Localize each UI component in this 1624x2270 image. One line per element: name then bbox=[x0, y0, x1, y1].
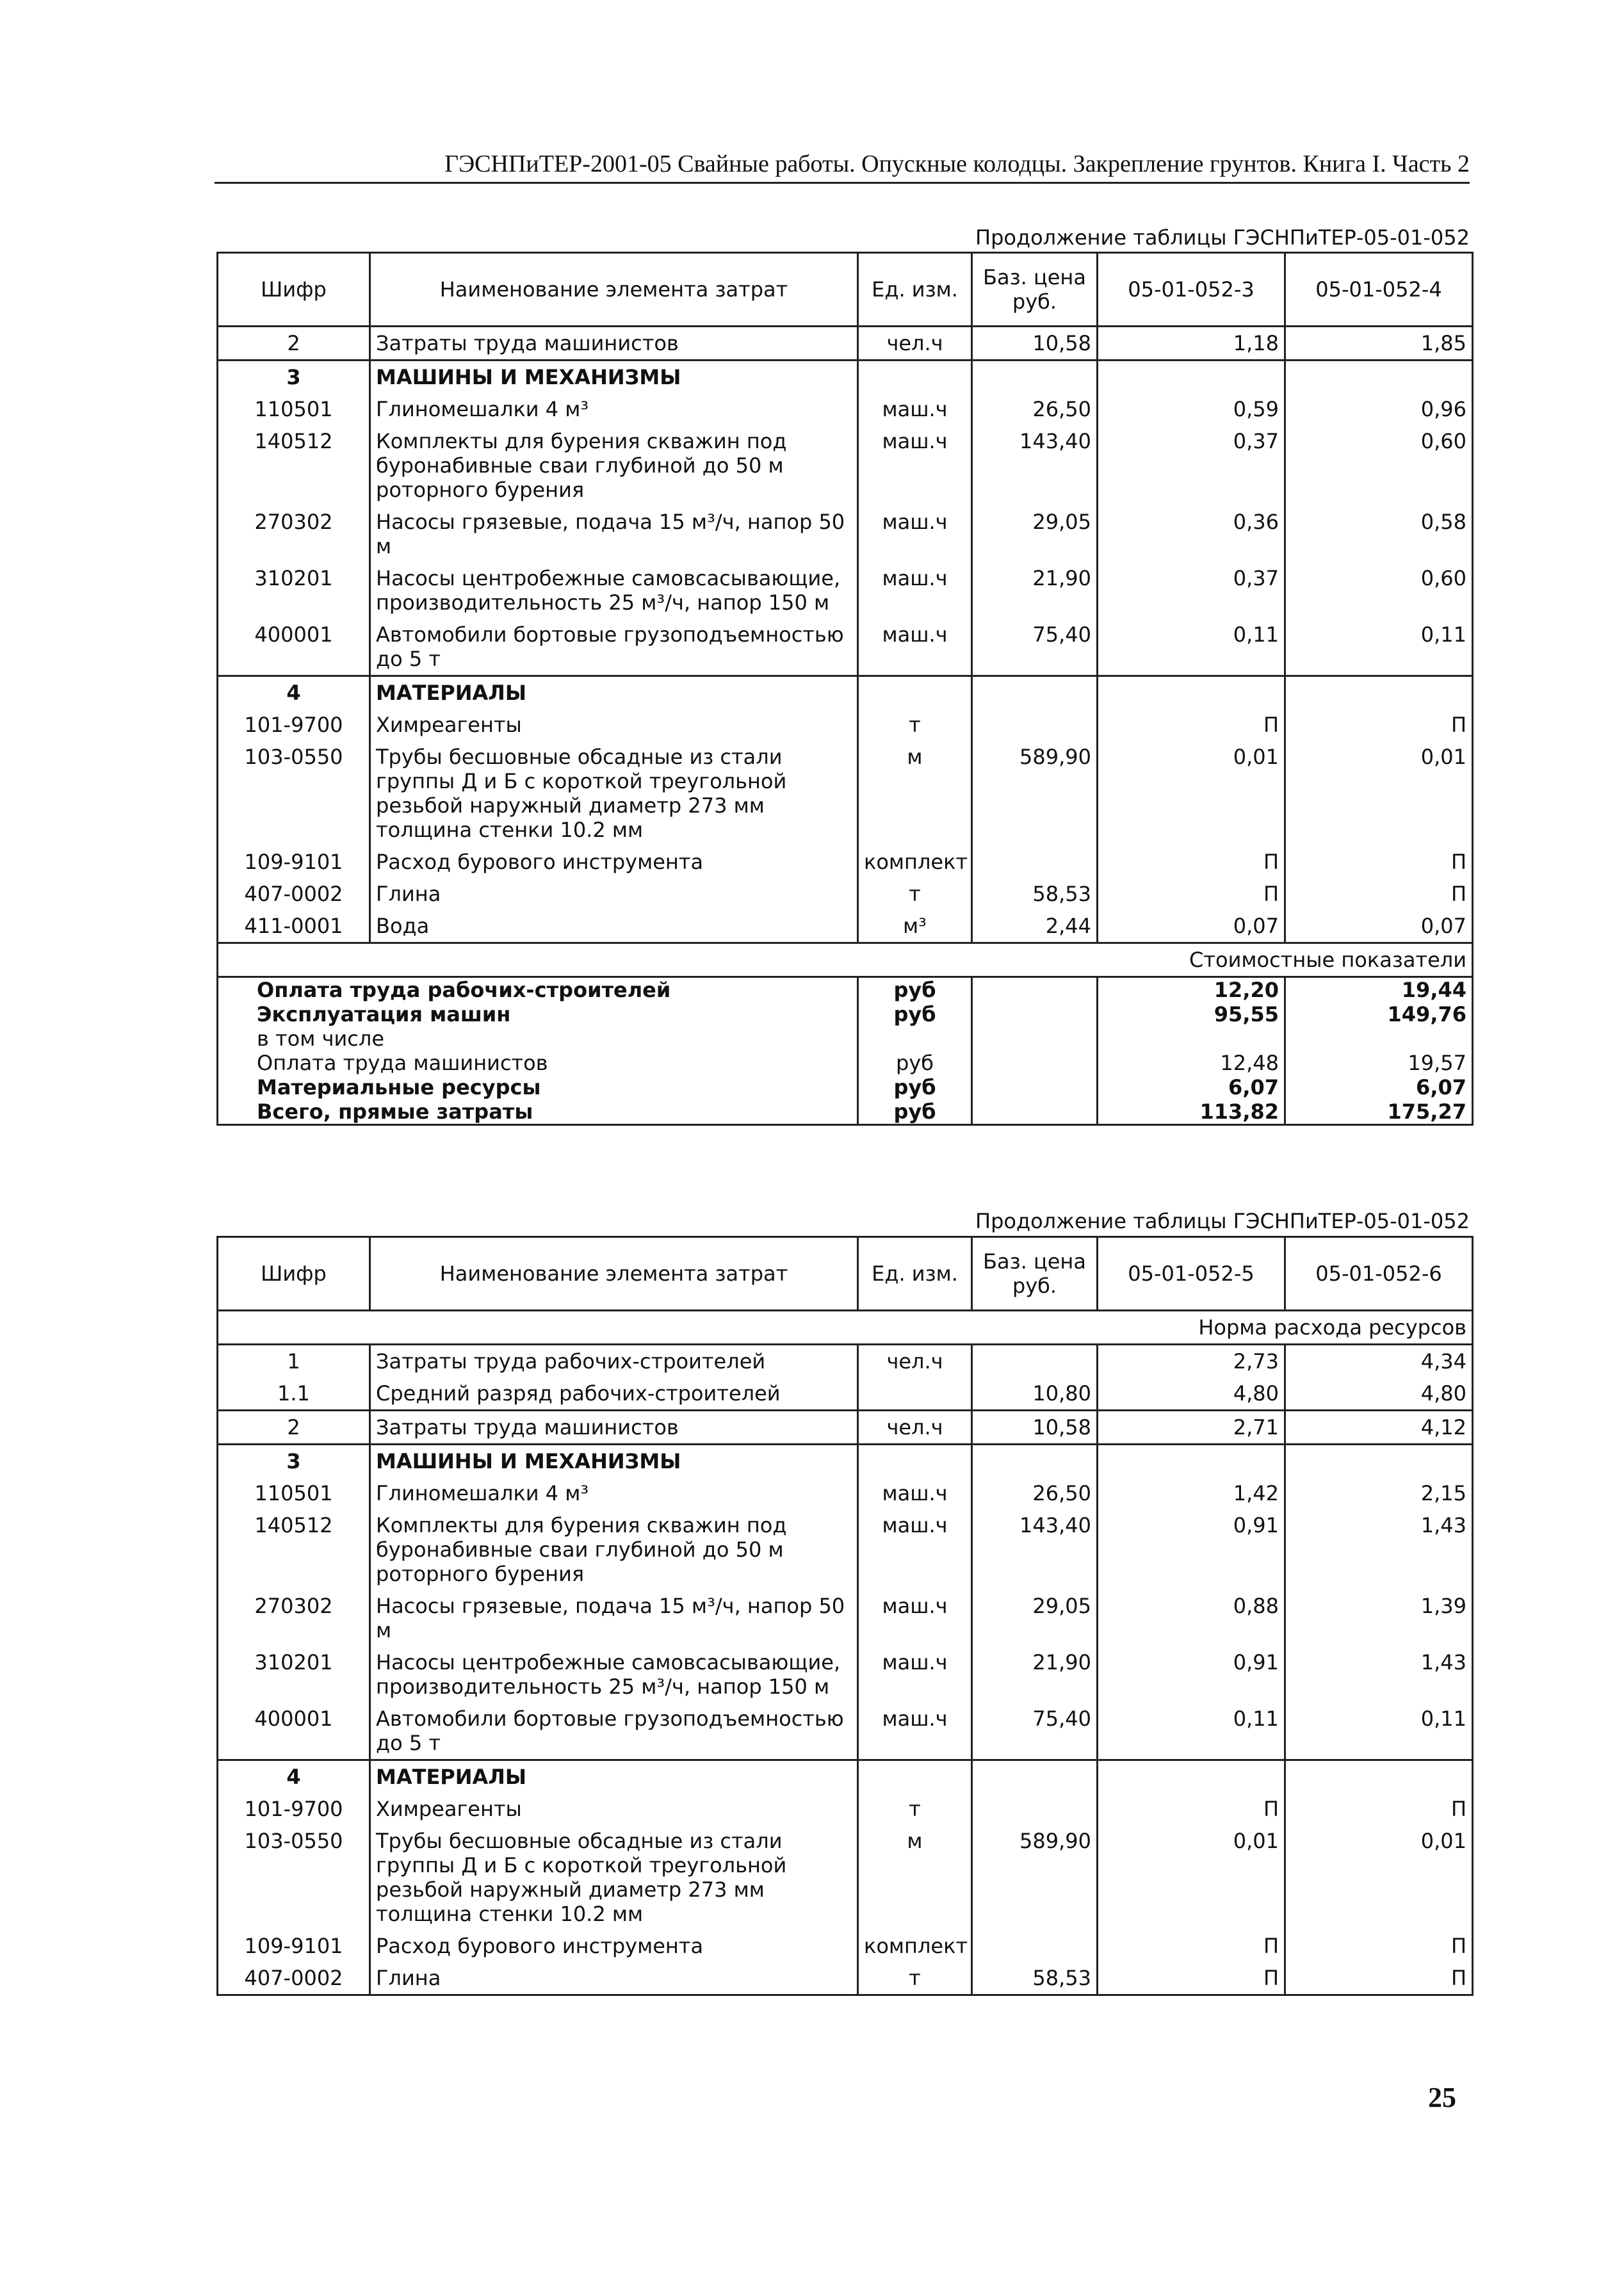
cost-price-empty bbox=[972, 1075, 1098, 1099]
cell-code: 101-9700 bbox=[218, 1793, 370, 1825]
cell-price bbox=[972, 1760, 1098, 1794]
col-header-price: Баз. цена руб. bbox=[972, 253, 1098, 327]
cell-name: Химреагенты bbox=[370, 1793, 858, 1825]
cell-value-a: 0,91 bbox=[1098, 1646, 1285, 1703]
cost-title: Стоимостные показатели bbox=[218, 943, 1473, 977]
table-row bbox=[218, 425, 1473, 506]
table-row bbox=[218, 709, 1473, 741]
cost-row bbox=[218, 1075, 1473, 1099]
cell-code: 4 bbox=[218, 1760, 370, 1794]
col-header-name: Наименование элемента затрат bbox=[370, 1237, 858, 1311]
running-header: ГЭСНПиТЕР-2001-05 Свайные работы. Опускные колодцы. Закрепление грунтов. Книга I. Часть 2 bbox=[215, 146, 1470, 184]
table-row bbox=[218, 741, 1473, 846]
col-header-name: Наименование элемента затрат bbox=[370, 253, 858, 327]
cell-value-a: 1,42 bbox=[1098, 1477, 1285, 1509]
cell-name: Насосы центробежные самовсасывающие, производительность 25 м³/ч, напор 150 м bbox=[370, 1646, 858, 1703]
cell-value-b: П bbox=[1285, 709, 1473, 741]
cell-unit: маш.ч bbox=[858, 1646, 972, 1703]
table-row bbox=[218, 1760, 1473, 1794]
cell-value-a: 4,80 bbox=[1098, 1377, 1285, 1411]
cost-value-b: 149,76 bbox=[1285, 1002, 1473, 1026]
cell-code: 101-9700 bbox=[218, 709, 370, 741]
cost-value-a: 113,82 bbox=[1098, 1099, 1285, 1125]
cell-code: 400001 bbox=[218, 1703, 370, 1760]
cell-code: 411-0001 bbox=[218, 910, 370, 943]
table-header-row bbox=[218, 1237, 1473, 1311]
cell-value-b: 1,43 bbox=[1285, 1646, 1473, 1703]
cell-value-b: 2,15 bbox=[1285, 1477, 1473, 1509]
cell-price bbox=[972, 1793, 1098, 1825]
col-header-a: 05-01-052-3 bbox=[1098, 253, 1285, 327]
table-row bbox=[218, 1962, 1473, 1995]
cost-value-b: 6,07 bbox=[1285, 1075, 1473, 1099]
cell-value-b: П bbox=[1285, 1930, 1473, 1962]
cell-price: 21,90 bbox=[972, 562, 1098, 619]
cell-name: МАШИНЫ И МЕХАНИЗМЫ bbox=[370, 361, 858, 394]
cell-name: Комплекты для бурения скважин под буронабивные сваи глубиной до 50 м роторного бурения bbox=[370, 1509, 858, 1590]
cell-value-a: 0,37 bbox=[1098, 425, 1285, 506]
table-row bbox=[218, 1825, 1473, 1930]
table-row bbox=[218, 393, 1473, 425]
cell-value-b: 1,85 bbox=[1285, 327, 1473, 361]
cell-unit: м³ bbox=[858, 910, 972, 943]
cell-name: МАШИНЫ И МЕХАНИЗМЫ bbox=[370, 1445, 858, 1478]
table-row bbox=[218, 676, 1473, 709]
cell-price: 58,53 bbox=[972, 1962, 1098, 1995]
cell-value-a bbox=[1098, 676, 1285, 709]
cell-name: Затраты труда машинистов bbox=[370, 1411, 858, 1445]
table-row bbox=[218, 1793, 1473, 1825]
cost-unit: руб bbox=[858, 1002, 972, 1026]
cost-title-row bbox=[218, 943, 1473, 977]
cell-value-a: 2,73 bbox=[1098, 1345, 1285, 1378]
cost-unit: руб bbox=[858, 1075, 972, 1099]
cell-value-a: П bbox=[1098, 846, 1285, 878]
cell-name: МАТЕРИАЛЫ bbox=[370, 676, 858, 709]
cell-name: Затраты труда рабочих-строителей bbox=[370, 1345, 858, 1378]
cell-code: 110501 bbox=[218, 1477, 370, 1509]
cell-value-a: П bbox=[1098, 878, 1285, 910]
cell-value-b bbox=[1285, 1760, 1473, 1794]
cell-value-a: 2,71 bbox=[1098, 1411, 1285, 1445]
cost-price-empty bbox=[972, 1002, 1098, 1026]
cell-code: 407-0002 bbox=[218, 878, 370, 910]
cell-value-a bbox=[1098, 361, 1285, 394]
cell-price: 2,44 bbox=[972, 910, 1098, 943]
cell-name: Химреагенты bbox=[370, 709, 858, 741]
cell-price bbox=[972, 846, 1098, 878]
cell-price: 26,50 bbox=[972, 393, 1098, 425]
cost-name: в том числе bbox=[218, 1026, 858, 1051]
cell-value-a: 0,01 bbox=[1098, 741, 1285, 846]
table-row bbox=[218, 910, 1473, 943]
cell-name: Трубы бесшовные обсадные из стали группы Д и Б с короткой треугольной резьбой наружный диаметр 273 мм толщина стенки 10.2 мм bbox=[370, 1825, 858, 1930]
cell-value-b: 0,07 bbox=[1285, 910, 1473, 943]
cost-value-a: 6,07 bbox=[1098, 1075, 1285, 1099]
cell-price: 29,05 bbox=[972, 506, 1098, 562]
cell-unit: маш.ч bbox=[858, 1703, 972, 1760]
cell-code: 2 bbox=[218, 327, 370, 361]
cost-price-empty bbox=[972, 1099, 1098, 1125]
cell-name: Комплекты для бурения скважин под буронабивные сваи глубиной до 50 м роторного бурения bbox=[370, 425, 858, 506]
cell-value-a: 0,88 bbox=[1098, 1590, 1285, 1646]
cell-name: Трубы бесшовные обсадные из стали группы Д и Б с короткой треугольной резьбой наружный диаметр 273 мм толщина стенки 10.2 мм bbox=[370, 741, 858, 846]
cell-price bbox=[972, 709, 1098, 741]
table-row bbox=[218, 1703, 1473, 1760]
cell-value-a: 0,59 bbox=[1098, 393, 1285, 425]
norm-title: Норма расхода ресурсов bbox=[218, 1311, 1473, 1345]
col-header-code: Шифр bbox=[218, 253, 370, 327]
norm-title-row bbox=[218, 1311, 1473, 1345]
cell-name: Насосы грязевые, подача 15 м³/ч, напор 50 м bbox=[370, 506, 858, 562]
cell-unit: т bbox=[858, 878, 972, 910]
cell-value-a: 0,11 bbox=[1098, 1703, 1285, 1760]
cell-code: 3 bbox=[218, 361, 370, 394]
cell-unit bbox=[858, 1377, 972, 1411]
cell-price: 10,58 bbox=[972, 1411, 1098, 1445]
cost-value-b: 19,57 bbox=[1285, 1051, 1473, 1075]
table-row bbox=[218, 506, 1473, 562]
cell-name: Насосы грязевые, подача 15 м³/ч, напор 50 м bbox=[370, 1590, 858, 1646]
col-header-price: Баз. цена руб. bbox=[972, 1237, 1098, 1311]
cell-code: 140512 bbox=[218, 425, 370, 506]
cost-price-empty bbox=[972, 977, 1098, 1003]
cell-value-b: 0,60 bbox=[1285, 562, 1473, 619]
cell-name: Затраты труда машинистов bbox=[370, 327, 858, 361]
cell-value-b: 0,60 bbox=[1285, 425, 1473, 506]
page-number: 25 bbox=[1428, 2082, 1456, 2113]
cell-name: Автомобили бортовые грузоподъемностью до 5 т bbox=[370, 1703, 858, 1760]
table-row bbox=[218, 1345, 1473, 1378]
cell-name: Расход бурового инструмента bbox=[370, 1930, 858, 1962]
cell-code: 2 bbox=[218, 1411, 370, 1445]
cell-code: 1.1 bbox=[218, 1377, 370, 1411]
table-row bbox=[218, 1477, 1473, 1509]
col-header-b: 05-01-052-4 bbox=[1285, 253, 1473, 327]
table-row bbox=[218, 846, 1473, 878]
cell-code: 109-9101 bbox=[218, 846, 370, 878]
cost-value-a: 12,48 bbox=[1098, 1051, 1285, 1075]
cell-price: 75,40 bbox=[972, 1703, 1098, 1760]
table-header-row bbox=[218, 253, 1473, 327]
cell-unit bbox=[858, 1445, 972, 1478]
cell-value-b: П bbox=[1285, 878, 1473, 910]
cell-code: 400001 bbox=[218, 619, 370, 676]
cell-unit: маш.ч bbox=[858, 506, 972, 562]
cell-price: 58,53 bbox=[972, 878, 1098, 910]
cost-name: Эксплуатация машин bbox=[218, 1002, 858, 1026]
cell-name: Автомобили бортовые грузоподъемностью до 5 т bbox=[370, 619, 858, 676]
cell-value-a bbox=[1098, 1760, 1285, 1794]
cell-value-b: 0,11 bbox=[1285, 619, 1473, 676]
cell-price bbox=[972, 1445, 1098, 1478]
cost-row bbox=[218, 1002, 1473, 1026]
cell-code: 103-0550 bbox=[218, 741, 370, 846]
cell-value-a: 0,36 bbox=[1098, 506, 1285, 562]
cell-unit bbox=[858, 1760, 972, 1794]
cell-value-a bbox=[1098, 1445, 1285, 1478]
cell-value-b: 0,01 bbox=[1285, 1825, 1473, 1930]
cell-value-b: 1,43 bbox=[1285, 1509, 1473, 1590]
cost-value-a bbox=[1098, 1026, 1285, 1051]
cell-value-a: П bbox=[1098, 1962, 1285, 1995]
cell-unit: маш.ч bbox=[858, 1590, 972, 1646]
table-caption-2: Продолжение таблицы ГЭСНПиТЕР-05-01-052 bbox=[975, 1209, 1470, 1233]
cell-value-b bbox=[1285, 676, 1473, 709]
cell-unit: т bbox=[858, 1962, 972, 1995]
cell-value-a: П bbox=[1098, 709, 1285, 741]
cell-value-b bbox=[1285, 361, 1473, 394]
cell-price: 21,90 bbox=[972, 1646, 1098, 1703]
cell-value-a: П bbox=[1098, 1793, 1285, 1825]
cell-value-b: П bbox=[1285, 846, 1473, 878]
cell-name: Средний разряд рабочих-строителей bbox=[370, 1377, 858, 1411]
cost-name: Оплата труда рабочих-строителей bbox=[218, 977, 858, 1003]
table-row bbox=[218, 361, 1473, 394]
cost-value-a: 12,20 bbox=[1098, 977, 1285, 1003]
cell-unit: комплект bbox=[858, 1930, 972, 1962]
table-row bbox=[218, 619, 1473, 676]
cell-code: 103-0550 bbox=[218, 1825, 370, 1930]
cost-row bbox=[218, 1099, 1473, 1125]
table-row bbox=[218, 1930, 1473, 1962]
table-row bbox=[218, 327, 1473, 361]
cell-price: 589,90 bbox=[972, 741, 1098, 846]
cell-name: Глиномешалки 4 м³ bbox=[370, 1477, 858, 1509]
cell-code: 310201 bbox=[218, 1646, 370, 1703]
table-row bbox=[218, 1411, 1473, 1445]
cell-value-b: 0,96 bbox=[1285, 393, 1473, 425]
cell-unit: чел.ч bbox=[858, 1411, 972, 1445]
table-row bbox=[218, 878, 1473, 910]
cell-unit bbox=[858, 676, 972, 709]
cell-name: Глиномешалки 4 м³ bbox=[370, 393, 858, 425]
cell-unit: чел.ч bbox=[858, 1345, 972, 1378]
table-row bbox=[218, 562, 1473, 619]
col-header-b: 05-01-052-6 bbox=[1285, 1237, 1473, 1311]
table-row bbox=[218, 1445, 1473, 1478]
cell-unit: м bbox=[858, 1825, 972, 1930]
col-header-unit: Ед. изм. bbox=[858, 253, 972, 327]
cell-unit: т bbox=[858, 709, 972, 741]
cost-name: Всего, прямые затраты bbox=[218, 1099, 858, 1125]
cell-value-a: 0,01 bbox=[1098, 1825, 1285, 1930]
cost-price-empty bbox=[972, 1051, 1098, 1075]
cell-code: 1 bbox=[218, 1345, 370, 1378]
cell-code: 109-9101 bbox=[218, 1930, 370, 1962]
cell-value-a: 0,91 bbox=[1098, 1509, 1285, 1590]
cell-value-a: 1,18 bbox=[1098, 327, 1285, 361]
cost-value-a: 95,55 bbox=[1098, 1002, 1285, 1026]
cell-value-b: 4,80 bbox=[1285, 1377, 1473, 1411]
cell-value-b: 4,12 bbox=[1285, 1411, 1473, 1445]
cost-name: Материальные ресурсы bbox=[218, 1075, 858, 1099]
cell-price bbox=[972, 1930, 1098, 1962]
cell-unit: маш.ч bbox=[858, 425, 972, 506]
cell-value-a: 0,37 bbox=[1098, 562, 1285, 619]
cost-value-b: 175,27 bbox=[1285, 1099, 1473, 1125]
cell-code: 110501 bbox=[218, 393, 370, 425]
cell-name: Глина bbox=[370, 1962, 858, 1995]
cell-unit bbox=[858, 361, 972, 394]
cell-name: МАТЕРИАЛЫ bbox=[370, 1760, 858, 1794]
cell-value-b: П bbox=[1285, 1962, 1473, 1995]
cost-unit: руб bbox=[858, 977, 972, 1003]
cost-row bbox=[218, 1051, 1473, 1075]
cell-value-b: 1,39 bbox=[1285, 1590, 1473, 1646]
cell-value-b: 0,58 bbox=[1285, 506, 1473, 562]
cell-unit: комплект bbox=[858, 846, 972, 878]
col-header-a: 05-01-052-5 bbox=[1098, 1237, 1285, 1311]
cost-unit: руб bbox=[858, 1051, 972, 1075]
cell-code: 270302 bbox=[218, 506, 370, 562]
table-caption: Продолжение таблицы ГЭСНПиТЕР-05-01-052 bbox=[975, 225, 1470, 250]
cell-code: 407-0002 bbox=[218, 1962, 370, 1995]
cell-unit: маш.ч bbox=[858, 1477, 972, 1509]
cell-price: 589,90 bbox=[972, 1825, 1098, 1930]
cell-unit: м bbox=[858, 741, 972, 846]
cell-unit: чел.ч bbox=[858, 327, 972, 361]
cell-code: 140512 bbox=[218, 1509, 370, 1590]
cost-price-empty bbox=[972, 1026, 1098, 1051]
col-header-unit: Ед. изм. bbox=[858, 1237, 972, 1311]
cell-price: 143,40 bbox=[972, 425, 1098, 506]
cell-name: Насосы центробежные самовсасывающие, производительность 25 м³/ч, напор 150 м bbox=[370, 562, 858, 619]
cell-value-b: 0,01 bbox=[1285, 741, 1473, 846]
resource-table-2 bbox=[216, 1236, 1474, 1996]
cell-unit: маш.ч bbox=[858, 619, 972, 676]
table-row bbox=[218, 1509, 1473, 1590]
cell-price: 26,50 bbox=[972, 1477, 1098, 1509]
cost-value-b: 19,44 bbox=[1285, 977, 1473, 1003]
resource-table-1 bbox=[216, 252, 1474, 1126]
cost-value-b bbox=[1285, 1026, 1473, 1051]
cell-price: 10,80 bbox=[972, 1377, 1098, 1411]
cost-row bbox=[218, 1026, 1473, 1051]
cell-price: 75,40 bbox=[972, 619, 1098, 676]
table-row bbox=[218, 1377, 1473, 1411]
cell-value-b: 4,34 bbox=[1285, 1345, 1473, 1378]
cost-unit bbox=[858, 1026, 972, 1051]
cell-unit: т bbox=[858, 1793, 972, 1825]
table-row bbox=[218, 1646, 1473, 1703]
cell-value-b: П bbox=[1285, 1793, 1473, 1825]
cell-name: Глина bbox=[370, 878, 858, 910]
cell-unit: маш.ч bbox=[858, 562, 972, 619]
cell-price bbox=[972, 1345, 1098, 1378]
cell-code: 270302 bbox=[218, 1590, 370, 1646]
cell-unit: маш.ч bbox=[858, 393, 972, 425]
cell-value-a: 0,07 bbox=[1098, 910, 1285, 943]
table-row bbox=[218, 1590, 1473, 1646]
cell-code: 310201 bbox=[218, 562, 370, 619]
cell-price: 143,40 bbox=[972, 1509, 1098, 1590]
cell-value-a: 0,11 bbox=[1098, 619, 1285, 676]
cell-code: 3 bbox=[218, 1445, 370, 1478]
cost-row bbox=[218, 977, 1473, 1003]
cell-name: Вода bbox=[370, 910, 858, 943]
cell-price bbox=[972, 361, 1098, 394]
cost-unit: руб bbox=[858, 1099, 972, 1125]
cell-price bbox=[972, 676, 1098, 709]
cell-value-b bbox=[1285, 1445, 1473, 1478]
cell-value-b: 0,11 bbox=[1285, 1703, 1473, 1760]
cost-name: Оплата труда машинистов bbox=[218, 1051, 858, 1075]
cell-value-a: П bbox=[1098, 1930, 1285, 1962]
cell-code: 4 bbox=[218, 676, 370, 709]
cell-price: 10,58 bbox=[972, 327, 1098, 361]
cell-name: Расход бурового инструмента bbox=[370, 846, 858, 878]
cell-price: 29,05 bbox=[972, 1590, 1098, 1646]
col-header-code: Шифр bbox=[218, 1237, 370, 1311]
cell-unit: маш.ч bbox=[858, 1509, 972, 1590]
